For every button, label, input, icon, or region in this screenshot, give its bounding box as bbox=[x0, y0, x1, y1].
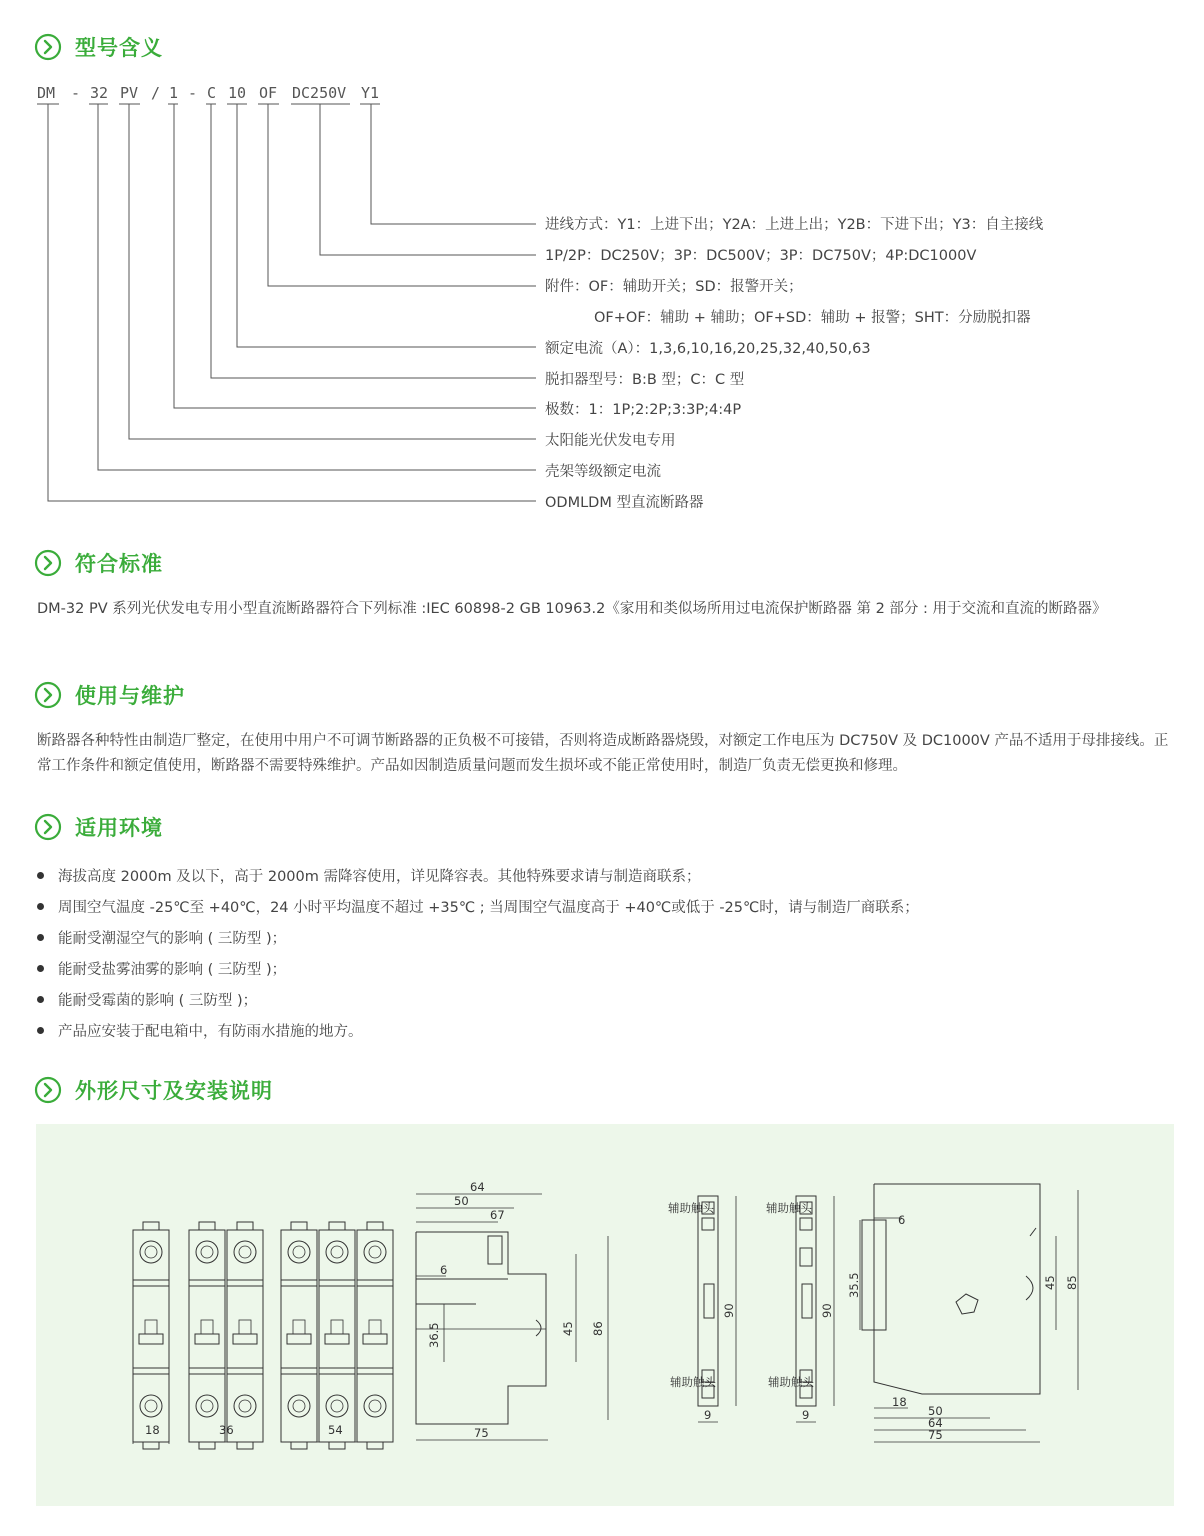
chevron-circle-icon bbox=[34, 813, 62, 841]
dim-6: 6 bbox=[440, 1263, 448, 1277]
model-code-diagram bbox=[0, 75, 1204, 520]
side2-dim-75: 75 bbox=[928, 1428, 943, 1442]
aux-dim-9-2: 9 bbox=[802, 1408, 810, 1422]
side2-dim-64: 64 bbox=[928, 1416, 943, 1430]
side2-dim-45: 45 bbox=[1043, 1275, 1057, 1290]
section-head-model bbox=[34, 32, 163, 62]
dim-width-18: 18 bbox=[145, 1423, 160, 1437]
legend-accessory: 附件：OF：辅助开关；SD：报警开关； bbox=[545, 279, 803, 295]
chevron-circle-icon bbox=[34, 33, 62, 61]
dim-67: 67 bbox=[490, 1208, 505, 1222]
front-view-3p bbox=[281, 1222, 393, 1449]
bullet-icon bbox=[37, 996, 44, 1003]
model-legend bbox=[545, 216, 1044, 511]
legend-type: ODMLDM 型直流断路器 bbox=[545, 495, 704, 511]
dim-width-36: 36 bbox=[219, 1423, 234, 1437]
standards-text: DM-32 PV 系列光伏发电专用小型直流断路器符合下列标准 :IEC 60898-2 GB 10963.2《家用和类似场所用过电流保护断路器 第 2 部分 : 用于交流和直流的断路器》 bbox=[37, 601, 1107, 617]
side2-dim-85: 85 bbox=[1065, 1275, 1079, 1290]
chevron-circle-icon bbox=[34, 549, 62, 577]
model-code bbox=[37, 84, 379, 102]
list-item: 周围空气温度 -25℃至 +40℃，24 小时平均温度不超过 +35℃ ; 当周围空气温度高于 +40℃或低于 -25℃时，请与制造厂商联系； bbox=[37, 893, 919, 924]
usage-text: 断路器各种特性由制造厂整定，在使用中用户不可调节断路器的正负极不可接错，否则将造成断路器烧毁，对额定工作电压为 DC750V 及 DC1000V 产品不适用于母排接线。正常工作条件和额定值使用，断路器不需要特殊维护。产品如因制造质量问题而发生损坏或不能正常使用时，制造厂负责无偿更换和修理。 bbox=[37, 733, 1169, 774]
code-32: 32 bbox=[90, 84, 109, 102]
bullet-icon bbox=[37, 965, 44, 972]
legend-frame: 壳架等级额定电流 bbox=[545, 464, 661, 480]
aux-dim-90-2: 90 bbox=[820, 1303, 834, 1318]
environment-list bbox=[37, 862, 919, 1048]
aux-label-bottom-2: 辅助触头 bbox=[768, 1375, 814, 1389]
legend-current: 额定电流（A）：1,3,6,10,16,20,25,32,40,50,63 bbox=[545, 341, 871, 357]
code-slash: / bbox=[151, 84, 161, 102]
list-item: 能耐受潮湿空气的影响 ( 三防型 )； bbox=[37, 924, 919, 955]
code-pv: PV bbox=[120, 84, 139, 102]
code-dash2: - bbox=[188, 84, 198, 102]
aux-dim-9-1: 9 bbox=[704, 1408, 712, 1422]
list-item: 能耐受盐雾油雾的影响 ( 三防型 )； bbox=[37, 955, 919, 986]
code-c: C bbox=[207, 84, 217, 102]
bullet-icon bbox=[37, 1027, 44, 1034]
code-y1: Y1 bbox=[361, 84, 380, 102]
legend-trip: 脱扣器型号：B:B 型；C：C 型 bbox=[545, 372, 745, 388]
section-title: 外形尺寸及安装说明 bbox=[75, 1079, 273, 1103]
dim-36-5: 36.5 bbox=[427, 1322, 441, 1348]
legend-poles: 极数：1：1P;2:2P;3:3P;4:4P bbox=[545, 402, 742, 418]
section-head-environment bbox=[34, 812, 163, 842]
dim-width-54: 54 bbox=[328, 1423, 343, 1437]
section-head-usage bbox=[34, 680, 185, 710]
dim-45: 45 bbox=[561, 1321, 575, 1336]
side2-dim-50: 50 bbox=[928, 1404, 943, 1418]
bullet-icon bbox=[37, 934, 44, 941]
front-view-2p bbox=[189, 1222, 263, 1449]
chevron-circle-icon bbox=[34, 681, 62, 709]
aux-label-top-2: 辅助触头 bbox=[766, 1201, 812, 1215]
legend-wiring: 进线方式：Y1：上进下出；Y2A：上进上出；Y2B：下进下出；Y3：自主接线 bbox=[545, 217, 1044, 233]
section-head-dimensions bbox=[34, 1075, 273, 1105]
list-item: 能耐受霉菌的影响 ( 三防型 )； bbox=[37, 986, 919, 1017]
dimension-drawing-panel bbox=[36, 1124, 1174, 1506]
code-dm: DM bbox=[37, 84, 56, 102]
legend-voltage: 1P/2P：DC250V；3P：DC500V；3P：DC750V；4P:DC1000V bbox=[545, 248, 977, 264]
section-title: 型号含义 bbox=[75, 36, 163, 60]
list-item: 海拔高度 2000m 及以下，高于 2000m 需降容使用，详见降容表。其他特殊要求请与制造商联系； bbox=[37, 862, 919, 893]
code-10: 10 bbox=[228, 84, 247, 102]
code-dash: - bbox=[71, 84, 81, 102]
legend-accessory-combo: OF+OF：辅助 + 辅助；OF+SD：辅助 + 报警；SHT：分励脱扣器 bbox=[594, 310, 1031, 326]
list-item: 产品应安装于配电箱中，有防雨水措施的地方。 bbox=[37, 1017, 919, 1048]
code-leader-lines bbox=[37, 104, 536, 501]
bullet-icon bbox=[37, 903, 44, 910]
dim-86: 86 bbox=[591, 1321, 605, 1336]
side2-dim-18: 18 bbox=[892, 1395, 907, 1409]
legend-pv: 太阳能光伏发电专用 bbox=[545, 433, 676, 449]
bullet-icon bbox=[37, 872, 44, 879]
aux-label-bottom-1: 辅助触头 bbox=[670, 1375, 716, 1389]
dimension-drawing bbox=[36, 1124, 1174, 1506]
side2-dim-6: 6 bbox=[898, 1213, 906, 1227]
aux-label-top-1: 辅助触头 bbox=[668, 1201, 714, 1215]
section-title: 符合标准 bbox=[75, 552, 163, 576]
code-of: OF bbox=[259, 84, 278, 102]
dim-75: 75 bbox=[474, 1426, 489, 1440]
side2-dim-35-5: 35.5 bbox=[847, 1272, 861, 1298]
side-view bbox=[416, 1194, 608, 1440]
section-title: 使用与维护 bbox=[75, 684, 185, 708]
dim-64: 64 bbox=[470, 1180, 485, 1194]
front-view-1p bbox=[133, 1222, 169, 1449]
dim-50: 50 bbox=[454, 1194, 469, 1208]
chevron-circle-icon bbox=[34, 1076, 62, 1104]
code-1: 1 bbox=[169, 84, 179, 102]
section-head-standards bbox=[34, 548, 163, 578]
section-title: 适用环境 bbox=[75, 816, 163, 840]
aux-dim-90-1: 90 bbox=[722, 1303, 736, 1318]
code-dc250v: DC250V bbox=[292, 84, 347, 102]
